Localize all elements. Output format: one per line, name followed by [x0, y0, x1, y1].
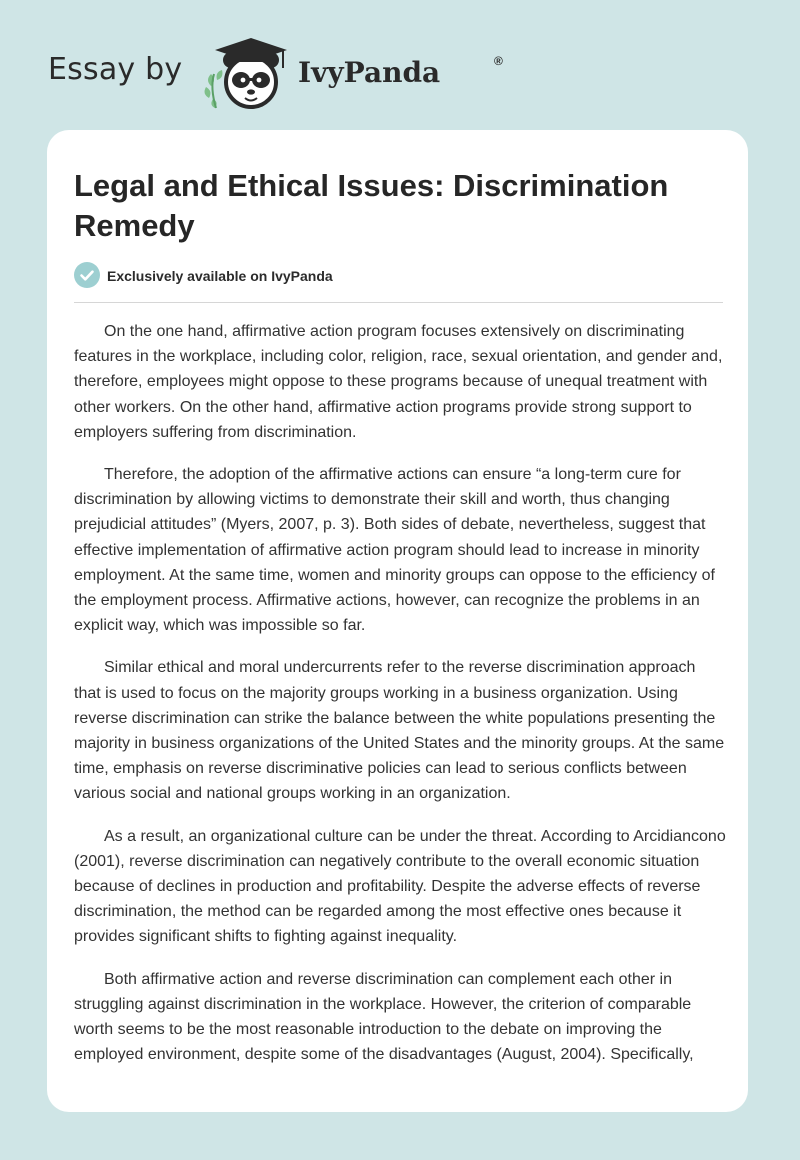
- essay-body: [74, 319, 726, 1084]
- panda-logo-icon: [201, 34, 291, 110]
- essay-card: [47, 130, 748, 1112]
- paragraph: Therefore, the adoption of the affirmative actions can ensure “a long-term cure for discrimination by allowing victims to demonstrate their skill and worth, thus changing prejudicial attitudes” (Myers, 2007, p. 3). Both sides of debate, nevertheless, suggest that effective implementation of affirmative action program should lead to increase in minority employment. At the same time, women and minority groups can oppose to the efficiency of the employment process. Affirmative actions, however, can recognize the problems in an explicit way, which was impossible so far.: [74, 466, 715, 635]
- check-icon: [74, 262, 100, 288]
- brand-prefix: Essay by: [48, 52, 183, 87]
- brand-header[interactable]: [48, 34, 508, 110]
- badge-label: Exclusively available on IvyPanda: [107, 268, 333, 284]
- divider: [74, 302, 723, 303]
- brand-name: IvyPanda: [298, 56, 441, 89]
- registered-mark: ®: [494, 54, 503, 68]
- paragraph: Similar ethical and moral undercurrents refer to the reverse discrimination approach that is used to focus on the majority groups working in a business organization. Using reverse discrimination can strike the balance between the white populations presenting the majority in business organizations of the United States and the minority groups. At the same time, emphasis on reverse discriminative policies can lead to serious conflicts between various social and national groups working in an organization.: [74, 659, 725, 803]
- exclusive-badge: [74, 262, 574, 290]
- paragraph: On the one hand, affirmative action program focuses extensively on discriminating features in the workplace, including color, religion, race, sexual orientation, and gender and, therefore, employees might oppose to these programs because of unequal treatment with other workers. On the other hand, affirmative action programs provide strong support to employers suffering from discrimination.: [74, 323, 723, 441]
- paragraph: As a result, an organizational culture can be under the threat. According to Arcidiancono (2001), reverse discrimination can negatively contribute to the overall economic situation because of declines in production and profitability. Despite the adverse effects of reverse discrimination, the method can be regarded among the most effective ones because it provides significant shifts to fighting against inequality.: [74, 827, 726, 946]
- paragraph: Both affirmative action and reverse discrimination can complement each other in struggling against discrimination in the workplace. However, the criterion of comparable worth seems to be the most reasonable introduction to the debate on improving the employed environment, despite some of the disadvantages (August, 2004). Specifically,: [74, 970, 694, 1064]
- page-title: Legal and Ethical Issues: Discrimination Remedy: [74, 168, 669, 243]
